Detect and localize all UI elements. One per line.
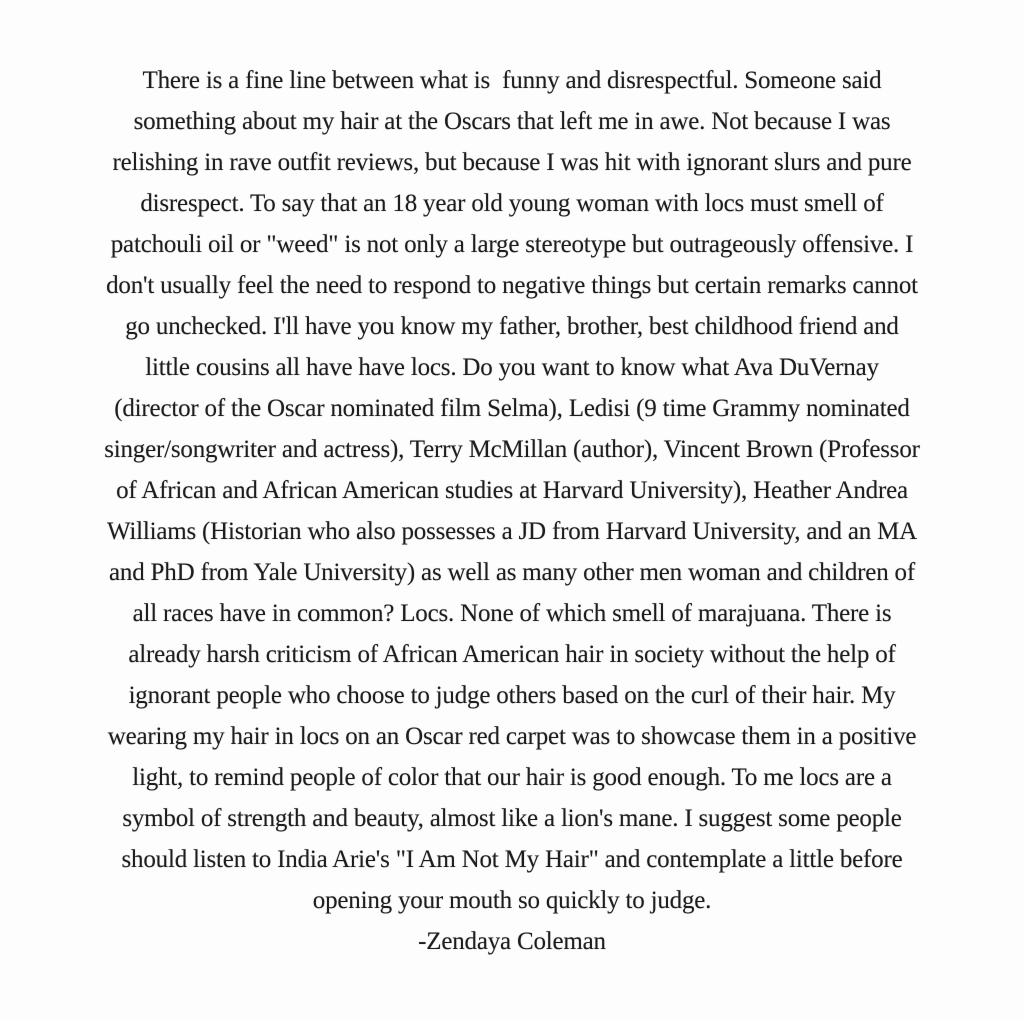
statement-line-16: ignorant people who choose to judge others based on the curl of their hair. My	[128, 682, 896, 709]
statement-line-21: opening your mouth so quickly to judge.	[312, 887, 712, 914]
statement-line-1: There is a fine line between what is funny and disrespectful. Someone said	[142, 67, 882, 94]
statement-line-13: and PhD from Yale University) as well as many other men woman and children of	[109, 559, 915, 586]
statement-line-17: wearing my hair in locs on an Oscar red carpet was to showcase them in a positive	[107, 723, 917, 750]
statement-line-6: don't usually feel the need to respond to negative things but certain remarks cannot	[106, 272, 918, 299]
statement-line-11: of African and African American studies at Harvard University), Heather Andrea	[116, 477, 908, 504]
statement-line-15: already harsh criticism of African American hair in society without the help of	[128, 641, 896, 668]
statement-line-10: singer/songwriter and actress), Terry McMillan (author), Vincent Brown (Professor	[104, 436, 920, 463]
signature: -Zendaya Coleman	[418, 928, 606, 955]
statement-line-4: disrespect. To say that an 18 year old young woman with locs must smell of	[140, 190, 884, 217]
statement-line-9: (director of the Oscar nominated film Selma), Ledisi (9 time Grammy nominated	[114, 395, 910, 422]
statement-line-7: go unchecked. I'll have you know my father, brother, best childhood friend and	[125, 313, 899, 340]
statement-line-18: light, to remind people of color that our hair is good enough. To me locs are a	[132, 764, 892, 791]
statement-line-3: relishing in rave outfit reviews, but because I was hit with ignorant slurs and pure	[112, 149, 912, 176]
statement-line-12: Williams (Historian who also possesses a JD from Harvard University, and an MA	[106, 518, 918, 545]
statement-line-20: should listen to India Arie's "I Am Not My Hair" and contemplate a little before	[121, 846, 903, 873]
statement-line-2: something about my hair at the Oscars that left me in awe. Not because I was	[133, 108, 891, 135]
statement-line-8: little cousins all have have locs. Do you want to know what Ava DuVernay	[145, 354, 879, 381]
statement-line-5: patchouli oil or "weed" is not only a large stereotype but outrageously offensive. I	[110, 231, 914, 258]
statement-line-19: symbol of strength and beauty, almost like a lion's mane. I suggest some people	[122, 805, 902, 832]
statement-line-14: all races have in common? Locs. None of which smell of marajuana. There is	[132, 600, 892, 627]
